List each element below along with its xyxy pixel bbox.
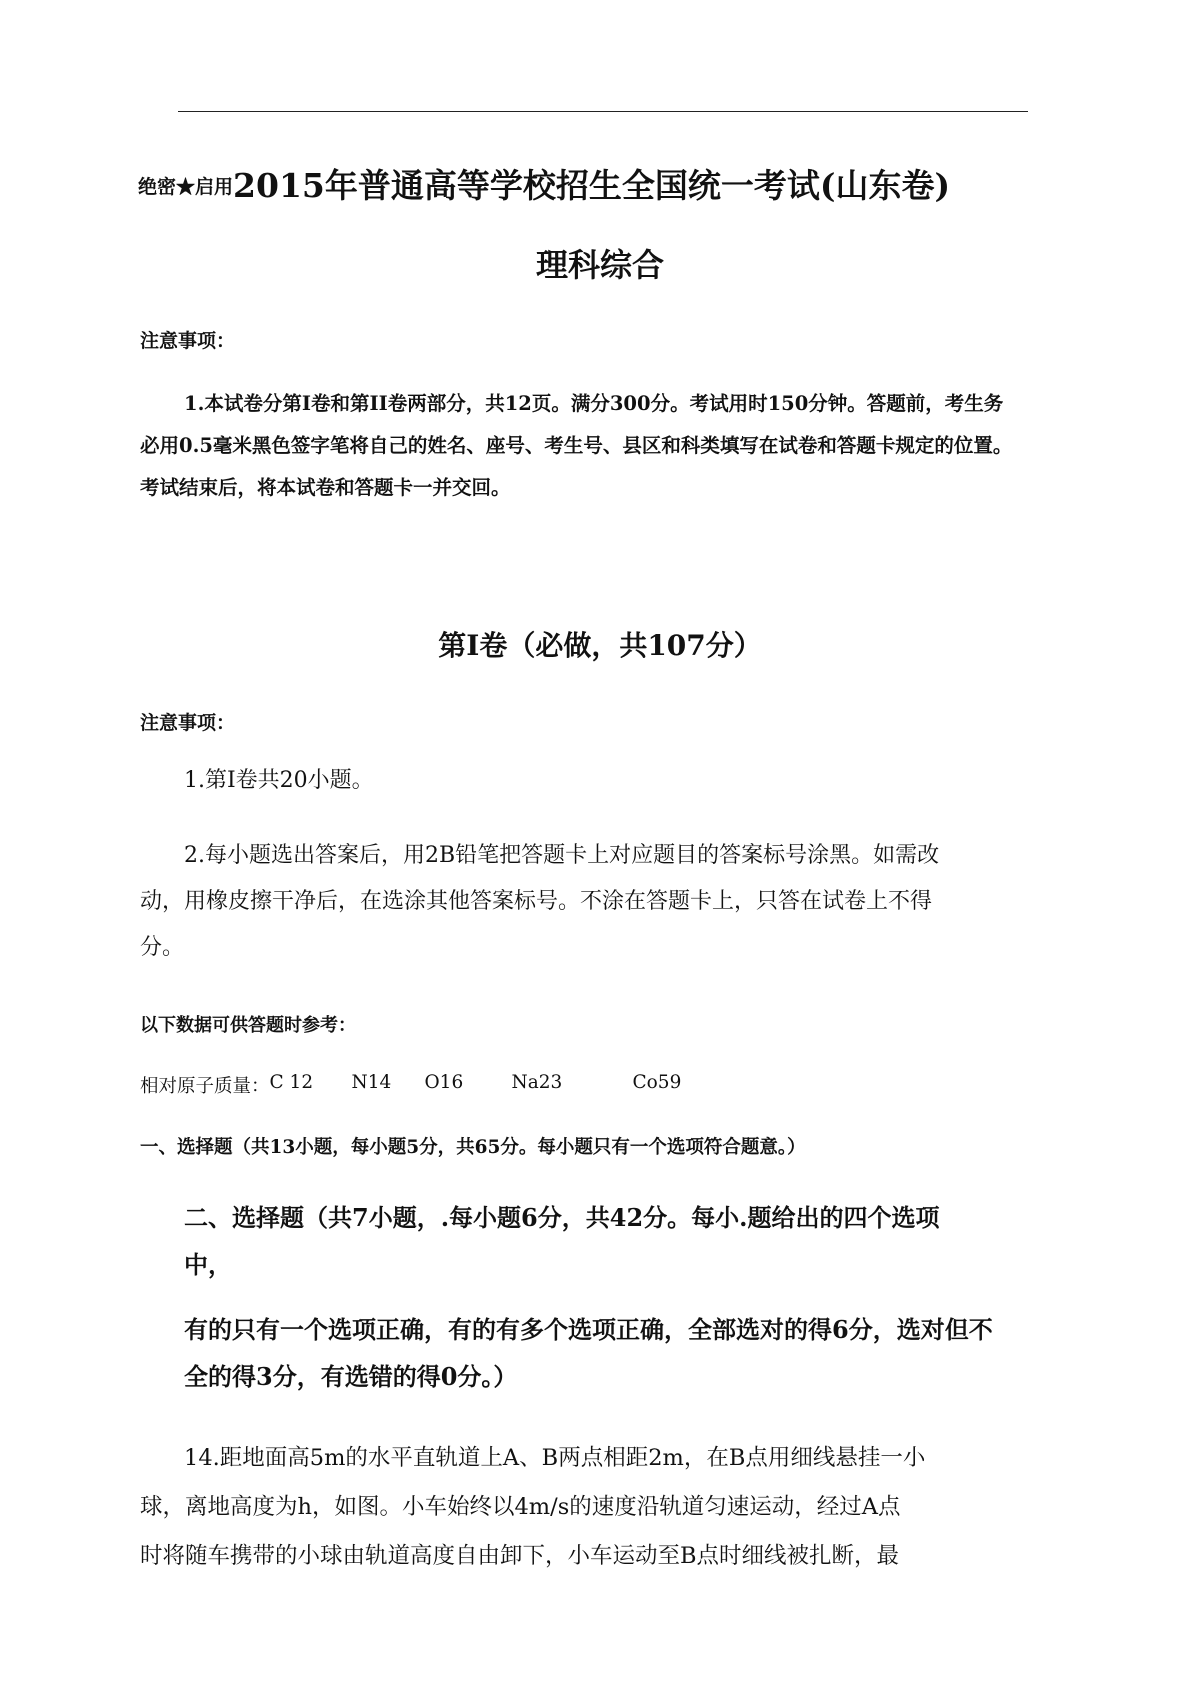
atomic-mass-c: C 12 <box>269 1072 314 1093</box>
atomic-mass-o: O16 <box>424 1072 464 1093</box>
part1-item2-line1: 2.每小题选出答案后，用2B铅笔把答题卡上对应题目的答案标号涂黑。如需改 <box>184 843 940 868</box>
part1-notice-heading: 注意事项： <box>140 712 236 734</box>
subject-title: 理科综合 <box>535 246 664 284</box>
part1-title: 第I卷（必做，共107分） <box>438 629 762 662</box>
atomic-mass-co: Co59 <box>632 1072 682 1093</box>
atomic-mass-row <box>140 1072 681 1098</box>
part1-item2-line3: 分。 <box>140 935 185 960</box>
exam-title-line <box>138 160 950 207</box>
reference-label: 以下数据可供答题时参考： <box>140 1015 356 1036</box>
section1-heading: 一、选择题（共13小题，每小题5分，共65分。每小题只有一个选项符合题意。） <box>140 1137 806 1158</box>
notice-heading: 注意事项： <box>140 330 236 352</box>
atomic-mass-n: N14 <box>351 1072 392 1093</box>
exam-title: 2015年普通高等学校招生全国统一考试(山东卷) <box>233 166 951 205</box>
part1-item1: 1.第I卷共20小题。 <box>184 768 374 793</box>
header-rule <box>178 111 1028 112</box>
question-14-line1: 14.距地面高5m的水平直轨道上A、B两点相距2m，在B点用细线悬挂一小 <box>184 1445 926 1471</box>
notice-paragraph-text: 1.本试卷分第I卷和第II卷两部分，共12页。满分300分。考试用时150分钟。答题前，考生务必用0.5毫米黑色签字笔将自己的姓名、座号、考生号、县区和科类填写在试卷和答题卡规定的位置。考试结束后，将本试卷和答题卡一并交回。 <box>140 392 1013 499</box>
section2-heading <box>184 1194 1034 1288</box>
question-14 <box>140 1434 1034 1581</box>
atomic-mass-na: Na23 <box>511 1072 563 1093</box>
atomic-mass-label: 相对原子质量： <box>140 1076 270 1097</box>
section2-line3: 有的只有一个选项正确，有的有多个选项正确，全部选对的得6分，选对但不 <box>184 1315 993 1344</box>
section2-line2: 中， <box>184 1250 232 1279</box>
part1-item2-line2: 动，用橡皮擦干净后，在选涂其他答案标号。不涂在答题卡上，只答在试卷上不得 <box>140 889 933 914</box>
section2-line1: 二、选择题（共7小题，.每小题6分，共42分。每小.题给出的四个选项 <box>184 1203 940 1232</box>
section2-rules <box>184 1306 1034 1400</box>
question-14-line3: 时将随车携带的小球由轨道高度自由卸下，小车运动至B点时细线被扎断，最 <box>140 1543 900 1569</box>
notice-paragraph <box>140 383 1020 509</box>
question-14-line2: 球，离地高度为h，如图。小车始终以4m/s的速度沿轨道匀速运动，经过A点 <box>140 1494 901 1520</box>
part1-item2 <box>140 833 1030 971</box>
section2-line4: 全的得3分，有选错的得0分。） <box>184 1362 518 1391</box>
secret-mark: 绝密★启用 <box>138 176 234 198</box>
